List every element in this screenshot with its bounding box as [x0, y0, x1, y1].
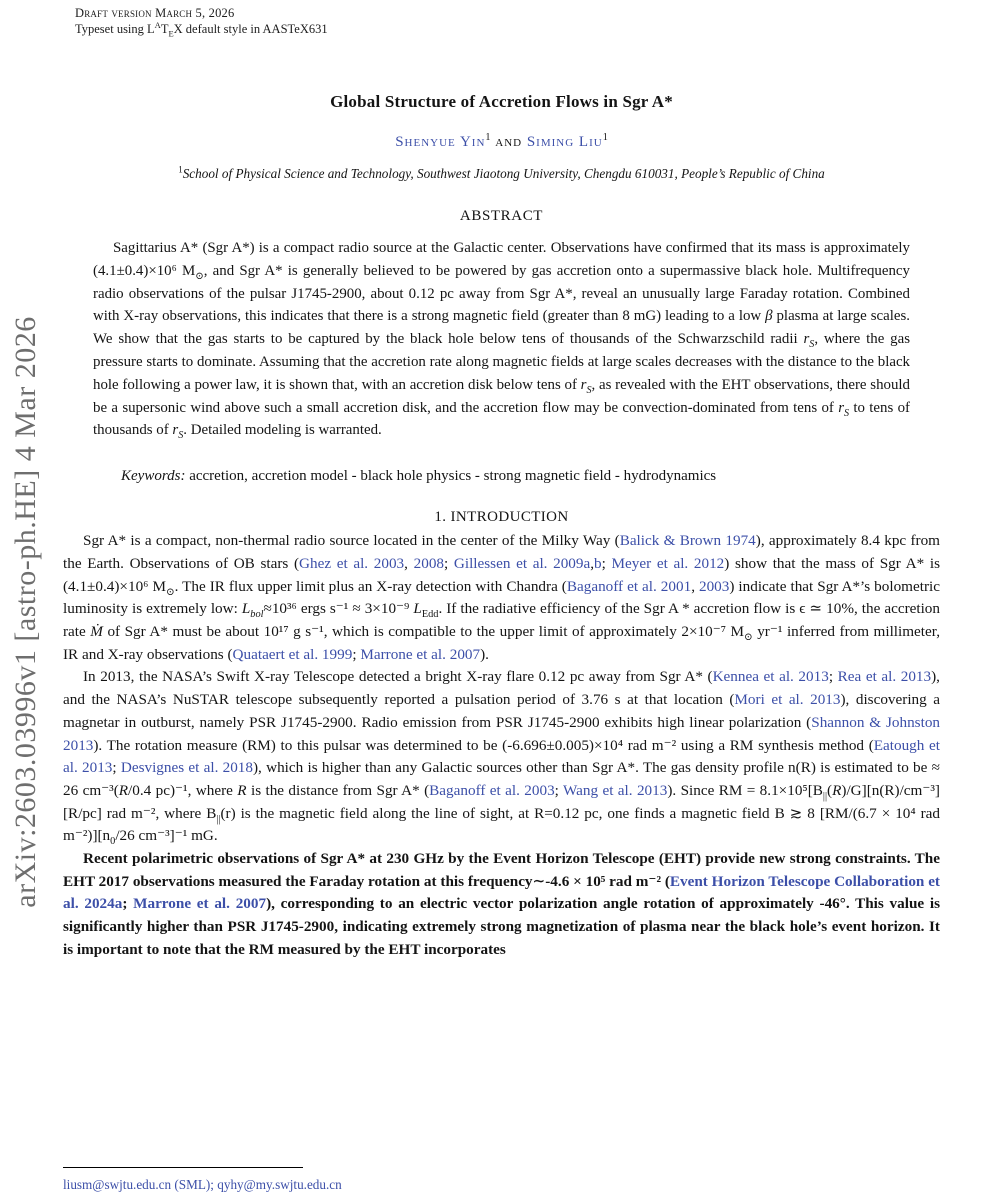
citation-link[interactable]: Ghez et al. 2003 [299, 554, 405, 572]
page-footer [63, 1167, 342, 1193]
superscript: 1 [602, 132, 608, 143]
text-segment: ; [112, 759, 121, 777]
text-segment: accretion, accretion model - black hole physics - strong magnetic field - hydrodynamics [185, 468, 717, 485]
text-segment: In 2013, the NASA’s Swift X-ray Telescope detected a bright X-ray flare 0.12 pc away from Sgr A* ( [83, 668, 713, 686]
keywords-line [121, 468, 940, 485]
text-segment: is the distance from Sgr A* ( [246, 781, 430, 799]
email-link[interactable]: liusm@swjtu.edu.cn (SML); qyhy@my.swjtu.edu.cn [63, 1177, 342, 1192]
text-segment: ), and the NASA’s NuSTAR telescope subsequently reported a pulsation period of 3.76 s at that location ( [63, 668, 940, 709]
citation-link[interactable]: 2003 [698, 577, 730, 595]
arxiv-watermark: arXiv:2603.03996v1 [astro-ph.HE] 4 Mar 2026 [9, 316, 42, 908]
text-segment: , where the gas pressure starts to dominate. Assuming that the accretion rate along magnetic fields at large scales decreases with the distance to the black hole following a power law, it is shown that, with an accretion disk below tens of [93, 331, 910, 393]
subscript: ⊙ [165, 586, 175, 598]
text-segment: and [490, 134, 527, 150]
text-segment: ). Since RM = 8.1×10⁵[B [667, 781, 823, 799]
text-segment: ; [444, 554, 454, 572]
subscript: S [178, 430, 184, 442]
text-segment: ; [554, 781, 564, 799]
text-segment: of Sgr A* must be about 10¹⁷ g s⁻¹, which is compatible to the upper limit of approximately 2×10⁻⁷ M [102, 622, 745, 640]
intro-paragraph-2 [63, 666, 940, 848]
paper-title: Global Structure of Accretion Flows in Sgr A* [330, 92, 673, 111]
text-segment: Typeset using L [75, 22, 155, 36]
citation-link[interactable]: Marrone et al. 2007 [133, 895, 267, 913]
text-segment: )/G][n(R)/cm⁻³][R/pc] rad m⁻², where B [63, 781, 940, 822]
text-segment: , [691, 577, 699, 595]
citation-link[interactable]: 2008 [413, 554, 444, 572]
subscript: S [843, 407, 850, 419]
text-segment: ; [828, 668, 838, 686]
subscript: 0 [110, 836, 116, 848]
citation-link[interactable]: b [594, 554, 602, 572]
italic-text: L [241, 600, 251, 618]
text-segment: X default style in AASTeX631 [173, 22, 328, 36]
footnote-rule [63, 1167, 303, 1168]
text-segment: ). The rotation measure (RM) to this pulsar was determined to be (-6.696±0.005)×10⁴ rad m⁻² using a RM synthesis method ( [93, 736, 874, 754]
citation-link[interactable]: Rea et al. 2013 [837, 668, 932, 686]
intro-paragraph-3 [63, 848, 940, 962]
text-segment: ), which is higher than any Galactic sources other than Sgr A*. The gas density profile n(R) is estimated to be ≈ 26 cm⁻³( [63, 759, 940, 799]
draft-version-line: Draft version March 5, 2026 [75, 6, 235, 20]
citation-link[interactable]: Baganoff et al. 2001 [566, 577, 692, 595]
citation-link[interactable]: Eatough et al. 2013 [63, 736, 940, 777]
italic-text: R [118, 781, 129, 799]
citation-link[interactable]: Shannon & Johnston 2013 [63, 713, 941, 754]
subscript: || [822, 790, 828, 802]
text-segment: , as revealed with the EHT observations, there should be a supersonic wind above such a small accretion disk, and the accretion flow may be convection-dominated from tens of [93, 376, 910, 416]
text-segment: ) indicate that Sgr A*’s bolometric luminosity is extremely low: [63, 577, 940, 618]
affiliation-line [63, 166, 940, 182]
text-segment: T [160, 22, 169, 36]
citation-link[interactable]: Baganoff et al. 2003 [429, 781, 555, 799]
text-segment: , [404, 554, 414, 572]
italic-text: R [832, 781, 842, 799]
correspondence-emails [63, 1177, 342, 1193]
text-segment: ; [601, 554, 612, 572]
text-segment: . The IR flux upper limit plus an X-ray detection with Chandra ( [174, 577, 567, 595]
text-segment: /26 cm⁻³]⁻¹ mG. [115, 827, 218, 845]
text-segment: ; [352, 645, 361, 663]
text-segment: ), discovering a magnetar in outburst, namely PSR J1745-2900. Radio emission from PSR J1745-2900 exhibits high linear polarization ( [63, 691, 940, 731]
citation-link[interactable]: Balick & Brown 1974 [619, 532, 756, 550]
abstract-text [93, 237, 910, 442]
subscript: bol [250, 609, 264, 621]
citation-link[interactable]: Desvignes et al. 2018 [120, 759, 253, 777]
text-segment: to tens of thousands of [93, 399, 910, 439]
subscript: ⊙ [744, 632, 753, 644]
italic-text: r [838, 399, 844, 416]
text-segment: Sagittarius A* (Sgr A*) is a compact radio source at the Galactic center. Observations have confirmed that its mass is approximately (4.1±0.4)×10⁶ M [93, 240, 910, 279]
subscript: Edd [421, 609, 439, 621]
author-line [63, 134, 940, 151]
citation-link[interactable]: Quataert et al. 1999 [232, 645, 353, 663]
text-segment: Sgr A* is a compact, non-thermal radio source located in the center of the Milky Way ( [83, 532, 620, 550]
superscript: 1 [485, 132, 491, 143]
italic-text: School of Physical Science and Technology, Southwest Jiaotong University, Chengdu 610031, People’s Republic of China [182, 166, 825, 181]
text-segment: (r) is the magnetic field along the line of sight, at R=0.12 pc, one finds a magnetic field B ≳ 8 [RM/(6.7 × 10⁴ rad m⁻²)][n [63, 804, 941, 845]
text-segment: ; [122, 895, 134, 913]
intro-paragraph-1 [63, 530, 940, 666]
text-segment: plasma at large scales. We show that the gas starts to be captured by the black hole below tens of thousands of the Schwarzschild radii [93, 308, 910, 348]
italic-text: Keywords: [121, 468, 186, 485]
italic-text: r [580, 376, 587, 393]
citation-link[interactable]: Mori et al. 2013 [734, 691, 841, 709]
section-heading-introduction: 1. INTRODUCTION [434, 509, 569, 526]
citation-link[interactable]: Meyer et al. 2012 [611, 554, 725, 572]
superscript: 1 [178, 164, 183, 175]
author-link[interactable]: Siming Liu [526, 134, 603, 150]
text-segment: yr⁻¹ inferred from millimeter, IR and X-ray observations ( [63, 622, 941, 663]
text-segment: ), approximately 8.4 kpc from the Earth. Observations of OB stars ( [63, 532, 940, 572]
text-segment: ≈10³⁶ ergs s⁻¹ ≈ 3×10⁻⁹ [263, 600, 414, 618]
typeset-line [75, 21, 328, 37]
draft-header [75, 5, 328, 37]
italic-text: r [172, 422, 179, 439]
text-segment: . Detailed modeling is warranted. [183, 422, 382, 439]
italic-text: β [765, 308, 773, 325]
citation-link[interactable]: Event Horizon Telescope Collaboration et al. 2024a [63, 872, 940, 913]
subscript: S [586, 384, 592, 396]
text-segment: , and Sgr A* is generally believed to be powered by gas accretion onto a supermassive black hole. Multifrequency radio observations of the pulsar J1745-2900, about 0.12 pc away from Sgr A*, reveal an unusually large Faraday rotation. Combined with X-ray observations, this indicates that there is a strong magnetic field (greater than 8 mG) leading to a low [93, 262, 910, 325]
author-link[interactable]: Shenyue Yin [395, 134, 486, 150]
citation-link[interactable]: Wang et al. 2013 [563, 781, 668, 799]
italic-text: Ṁ [90, 622, 103, 640]
abstract-heading: ABSTRACT [459, 208, 544, 224]
text-segment: , [590, 554, 595, 572]
text-segment: ) show that the mass of Sgr A* is (4.1±0.4)×10⁶ M [63, 554, 941, 595]
text-segment: ), corresponding to an electric vector polarization angle rotation of approximately -46°. This value is significantly higher than PSR J1745-2900, indicating extremely strong magnetization of plasma near the black hole’s event horizon. It is important to note that the RM measured by the EHT incorporates [63, 895, 941, 958]
text-segment: /0.4 pc)⁻¹, where [128, 781, 238, 799]
italic-text: r [803, 331, 810, 348]
subscript: E [168, 28, 174, 39]
subscript: || [216, 813, 221, 825]
italic-text: L [413, 600, 422, 618]
subscript: S [809, 339, 815, 351]
citation-link[interactable]: Kennea et al. 2013 [712, 668, 829, 686]
citation-link[interactable]: Marrone et al. 2007 [360, 645, 481, 663]
subscript: ⊙ [195, 270, 204, 282]
text-segment: ( [827, 781, 833, 799]
text-segment: Recent polarimetric observations of Sgr A* at 230 GHz by the Event Horizon Telescope (EHT) provide new strong constraints. The EHT 2017 observations measured the Faraday rotation at this frequency∼-4.6 × 10⁵ rad m⁻² ( [63, 850, 940, 890]
superscript: A [154, 19, 161, 30]
text-segment: ). [480, 645, 489, 663]
citation-link[interactable]: Gillessen et al. 2009a [453, 554, 591, 572]
italic-text: R [237, 781, 247, 799]
text-segment: . If the radiative efficiency of the Sgr A * accretion flow is ϵ ≃ 10%, the accretion rate [63, 600, 940, 640]
